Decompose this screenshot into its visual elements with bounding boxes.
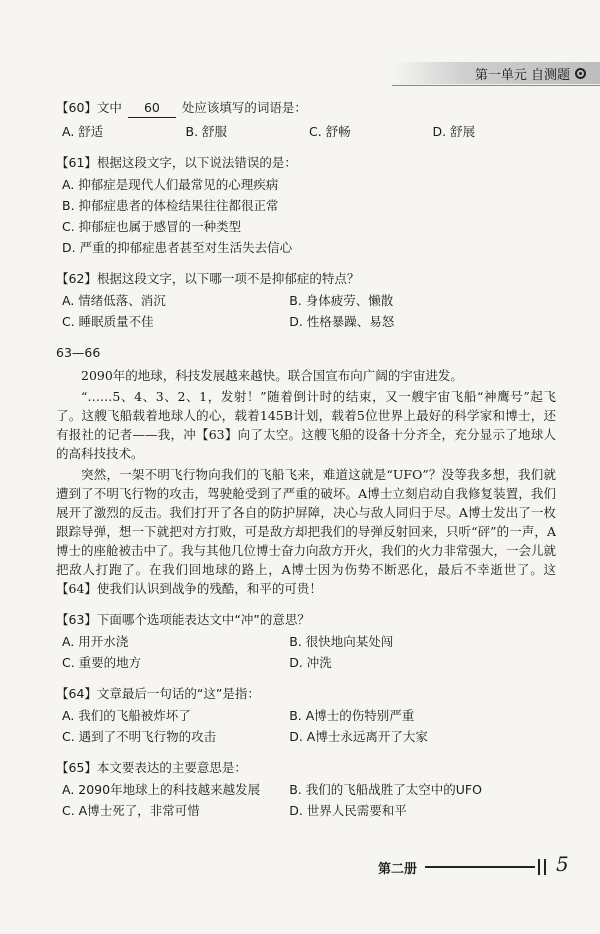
q60-blank: 60	[128, 98, 176, 118]
q61-option-c[interactable]: C. 抑郁症也属于感冒的一种类型	[62, 219, 242, 234]
q61-option-a[interactable]: A. 抑郁症是现代人们最常见的心理疾病	[62, 177, 279, 192]
q62-option-c[interactable]: C. 睡眠质量不佳	[62, 314, 154, 329]
q60-stem-prefix: 【60】文中	[56, 100, 122, 115]
q62-option-b[interactable]: B. 身体疲劳、懒散	[289, 293, 394, 308]
q61-stem: 【61】根据这段文字，以下说法错误的是：	[56, 155, 297, 170]
q60-option-d[interactable]: D. 舒展	[432, 124, 476, 139]
q64-options	[56, 706, 556, 746]
q63-option-d[interactable]: D. 冲洗	[289, 655, 332, 670]
q62-stem: 【62】根据这段文字，以下哪一项不是抑郁症的特点？	[56, 271, 360, 286]
header-rule	[392, 85, 600, 86]
q62-option-d[interactable]: D. 性格暴躁、易怒	[289, 314, 395, 329]
question-65	[56, 758, 556, 820]
q64-option-c[interactable]: C. 遇到了不明飞行物的攻击	[62, 729, 217, 744]
q63-option-c[interactable]: C. 重要的地方	[62, 655, 142, 670]
footer-bars-icon	[538, 859, 546, 875]
target-icon	[575, 68, 586, 79]
page-number: 5	[556, 852, 569, 876]
q64-option-d[interactable]: D. A博士永远离开了大家	[289, 729, 428, 744]
question-61	[56, 153, 556, 257]
q64-option-b[interactable]: B. A博士的伤特别严重	[289, 708, 415, 723]
q65-option-c[interactable]: C. A博士死了，非常可惜	[62, 803, 200, 818]
q65-option-d[interactable]: D. 世界人民需要和平	[289, 803, 407, 818]
question-63	[56, 610, 556, 672]
passage-paragraph-3: 突然，一架不明飞行物向我们的飞船飞来，难道这就是“UFO”？没等我多想，我们就遭到了不明飞行物的攻击，驾驶舱受到了严重的破坏。A博士立刻启动自我修复装置，我们展开了激烈的反击。我们打开了各自的防护屏障，决心与敌人同归于尽。A博士发出了一枚跟踪导弹，想一下就把对方打败，可是敌方却把我们的导弹反射回来，只听“砰”的一声，A博士的座舱被击中了。我与其他几位博士奋力向敌方开火，我们的火力非常强大，一会儿就把敌人打跑了。在我们回地球的路上，A博士因为伤势不断恶化，最后不幸逝世了。这【64】使我们认识到战争的残酷，和平的可贵！	[56, 467, 557, 596]
q64-stem: 【64】文章最后一句话的“这”是指：	[56, 686, 260, 701]
q64-option-a[interactable]: A. 我们的飞船被炸坏了	[62, 708, 191, 723]
unit-title: 第一单元 自测题	[474, 67, 570, 83]
q60-option-a[interactable]: A. 舒适	[62, 124, 104, 139]
q65-stem: 【65】本文要表达的主要意思是：	[56, 760, 247, 775]
passage-paragraph-1: 2090年的地球，科技发展越来越快。联合国宣布向广阔的宇宙进发。	[81, 368, 463, 383]
page-content	[56, 98, 556, 832]
q65-options	[56, 780, 556, 820]
q60-option-b[interactable]: B. 舒服	[185, 124, 228, 139]
passage-paragraph-2: “……5、4、3、2、1，发射！”随着倒计时的结束，又一艘宇宙飞船“神鹰号”起飞了。这艘飞船载着地球人的心，载着145B计划，载着5位世界上最好的科学家和博士，还有报社的记者——我，冲【63】向了太空。这艘飞船的设备十分齐全，充分显示了地球人的高科技技术。	[56, 389, 556, 461]
unit-header	[392, 62, 600, 84]
question-64	[56, 684, 556, 746]
q60-stem-suffix: 处应该填写的词语是：	[181, 100, 307, 115]
q61-option-d[interactable]: D. 严重的抑郁症患者甚至对生活失去信心	[62, 240, 293, 255]
q62-option-a[interactable]: A. 情绪低落、消沉	[62, 293, 166, 308]
q65-option-b[interactable]: B. 我们的飞船战胜了太空中的UFO	[289, 782, 482, 797]
book-volume: 第二册	[378, 862, 418, 877]
q60-options	[56, 122, 556, 141]
question-60	[56, 98, 556, 141]
q62-options	[56, 291, 556, 331]
q63-options	[56, 632, 556, 672]
q65-option-a[interactable]: A. 2090年地球上的科技越来越发展	[62, 782, 261, 797]
footer-rule	[425, 866, 535, 868]
q63-option-a[interactable]: A. 用开水浇	[62, 634, 129, 649]
reading-passage	[56, 366, 556, 598]
question-62	[56, 269, 556, 331]
q63-option-b[interactable]: B. 很快地向某处闯	[289, 634, 394, 649]
q60-option-c[interactable]: C. 舒畅	[309, 124, 351, 139]
passage-range: 63—66	[56, 345, 101, 360]
q63-stem: 【63】下面哪个选项能表达文中“冲”的意思？	[56, 612, 310, 627]
q61-options	[56, 175, 556, 257]
q61-option-b[interactable]: B. 抑郁症患者的体检结果往往都很正常	[62, 198, 279, 213]
